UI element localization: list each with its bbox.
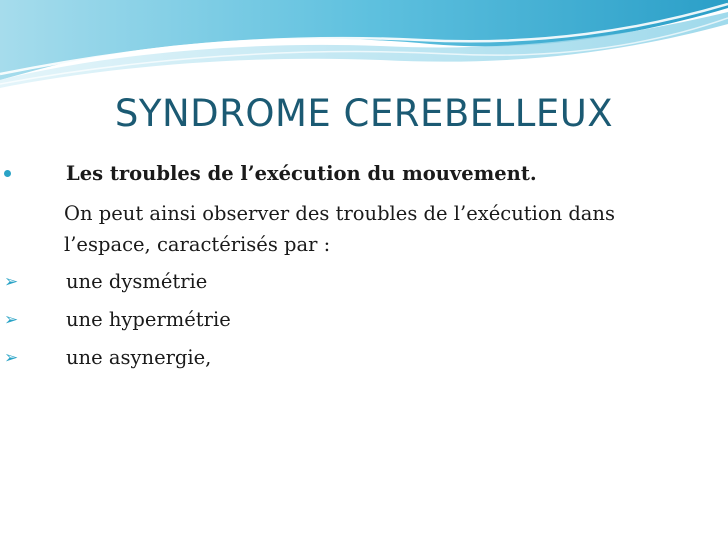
list-item-text: une dysmétrie: [66, 270, 208, 293]
paragraph-line-1: On peut ainsi observer des troubles de l’exécution dans: [64, 202, 615, 225]
paragraph-line-2: l’espace, caractérisés par :: [64, 233, 331, 256]
arrowhead-bullet-icon: ➢: [4, 272, 19, 292]
heading-bullet-row: [0, 162, 728, 188]
arrowhead-bullet-icon: ➢: [4, 310, 19, 330]
list-item: [0, 308, 728, 334]
list-item: [0, 346, 728, 372]
list-item-text: une hypermétrie: [66, 308, 231, 331]
slide-title: SYNDROME CEREBELLEUX: [114, 92, 614, 135]
list-item-text: une asynergie,: [66, 346, 212, 369]
arrowhead-bullet-icon: ➢: [4, 348, 19, 368]
decorative-wave-banner: [0, 0, 728, 90]
round-bullet-icon: [4, 170, 11, 177]
list-item: [0, 270, 728, 296]
heading-bullet-text: Les troubles de l’exécution du mouvement.: [66, 162, 537, 185]
